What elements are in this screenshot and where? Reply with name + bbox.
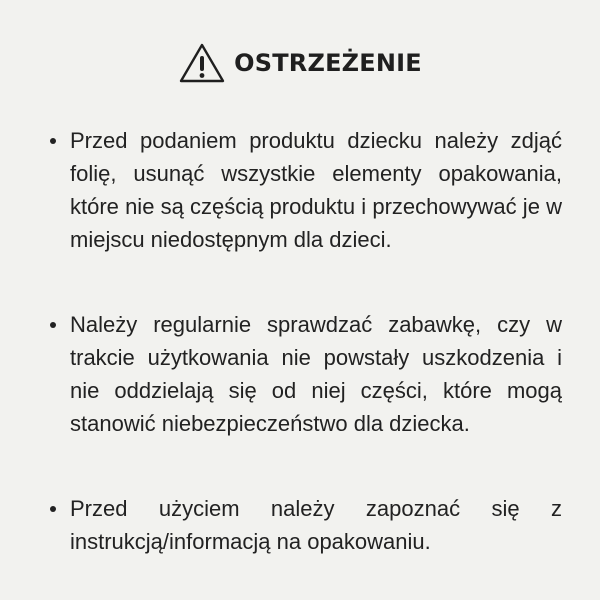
warning-text: Należy regularnie sprawdzać zabawkę, czy w trakcie użytkowania nie powstały uszkodzenia i nie oddzielają się od niej części, które mogą stanowić niebezpieczeństwo dla dziecka. bbox=[70, 312, 562, 436]
bullet-icon bbox=[50, 322, 56, 328]
warning-list bbox=[50, 124, 562, 558]
warning-item-2 bbox=[50, 308, 562, 440]
bullet-icon bbox=[50, 138, 56, 144]
page-title: OSTRZEŻENIE bbox=[234, 49, 422, 77]
warning-header bbox=[0, 42, 600, 84]
bullet-icon bbox=[50, 506, 56, 512]
warning-triangle-icon bbox=[178, 42, 226, 84]
warning-item-3 bbox=[50, 492, 562, 558]
warning-text: Przed użyciem należy zapoznać się z instrukcją/informacją na opakowaniu. bbox=[70, 496, 562, 554]
warning-text: Przed podaniem produktu dziecku należy zdjąć folię, usunąć wszystkie elementy opakowania, które nie są częścią produktu i przechowywać je w miejscu niedostępnym dla dzieci. bbox=[70, 128, 562, 252]
warning-item-1 bbox=[50, 124, 562, 256]
